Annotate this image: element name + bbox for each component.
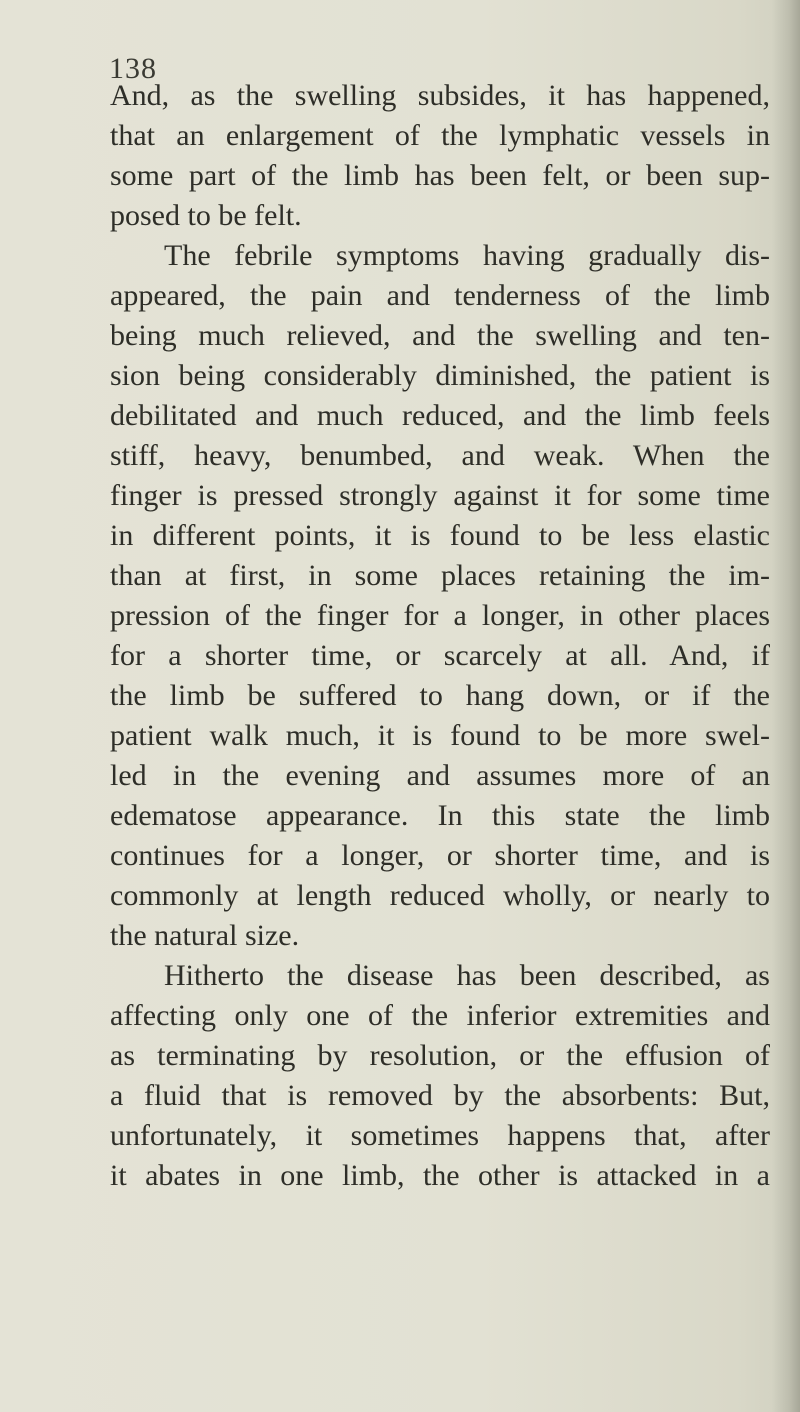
text-line: unfortunately, it sometimes happens that, after [110, 1119, 770, 1152]
text-line: commonly at length reduced wholly, or nearly to [110, 879, 770, 912]
text-line: Hitherto the disease has been described, as [164, 959, 770, 992]
text-line: some part of the limb has been felt, or been sup- [110, 159, 770, 192]
text-line: patient walk much, it is found to be more swel- [110, 719, 770, 752]
text-line: stiff, heavy, benumbed, and weak. When the [110, 439, 770, 472]
body-text [110, 76, 770, 1196]
text-line: finger is pressed strongly against it for some time [110, 479, 770, 512]
text-line: The febrile symptoms having gradually dis- [164, 239, 770, 272]
text-line: pression of the finger for a longer, in other places [110, 599, 770, 632]
text-line: affecting only one of the inferior extremities and [110, 999, 770, 1032]
text-line: the limb be suffered to hang down, or if the [110, 679, 770, 712]
text-line: continues for a longer, or shorter time, and is [110, 839, 770, 872]
text-line: And, as the swelling subsides, it has happened, [110, 79, 770, 112]
text-line: debilitated and much reduced, and the limb feels [110, 399, 770, 432]
text-line: the natural size. [110, 919, 300, 952]
text-line: as terminating by resolution, or the effusion of [110, 1039, 770, 1072]
text-line: led in the evening and assumes more of an [110, 759, 770, 792]
text-line: in different points, it is found to be less elastic [110, 519, 770, 552]
text-line: that an enlargement of the lymphatic vessels in [110, 119, 770, 152]
page-edge-shadow [772, 0, 800, 1412]
text-line: edematose appearance. In this state the limb [110, 799, 770, 832]
text-line: than at first, in some places retaining the im- [110, 559, 770, 592]
text-line: sion being considerably diminished, the patient is [110, 359, 770, 392]
text-line: posed to be felt. [110, 199, 302, 232]
text-line: it abates in one limb, the other is attacked in a [110, 1159, 770, 1192]
text-line: for a shorter time, or scarcely at all. And, if [110, 639, 770, 672]
text-line: a fluid that is removed by the absorbents: But, [110, 1079, 770, 1112]
page-number: 138 [109, 52, 157, 85]
text-line: being much relieved, and the swelling and ten- [110, 319, 770, 352]
text-line: appeared, the pain and tenderness of the limb [110, 279, 770, 312]
